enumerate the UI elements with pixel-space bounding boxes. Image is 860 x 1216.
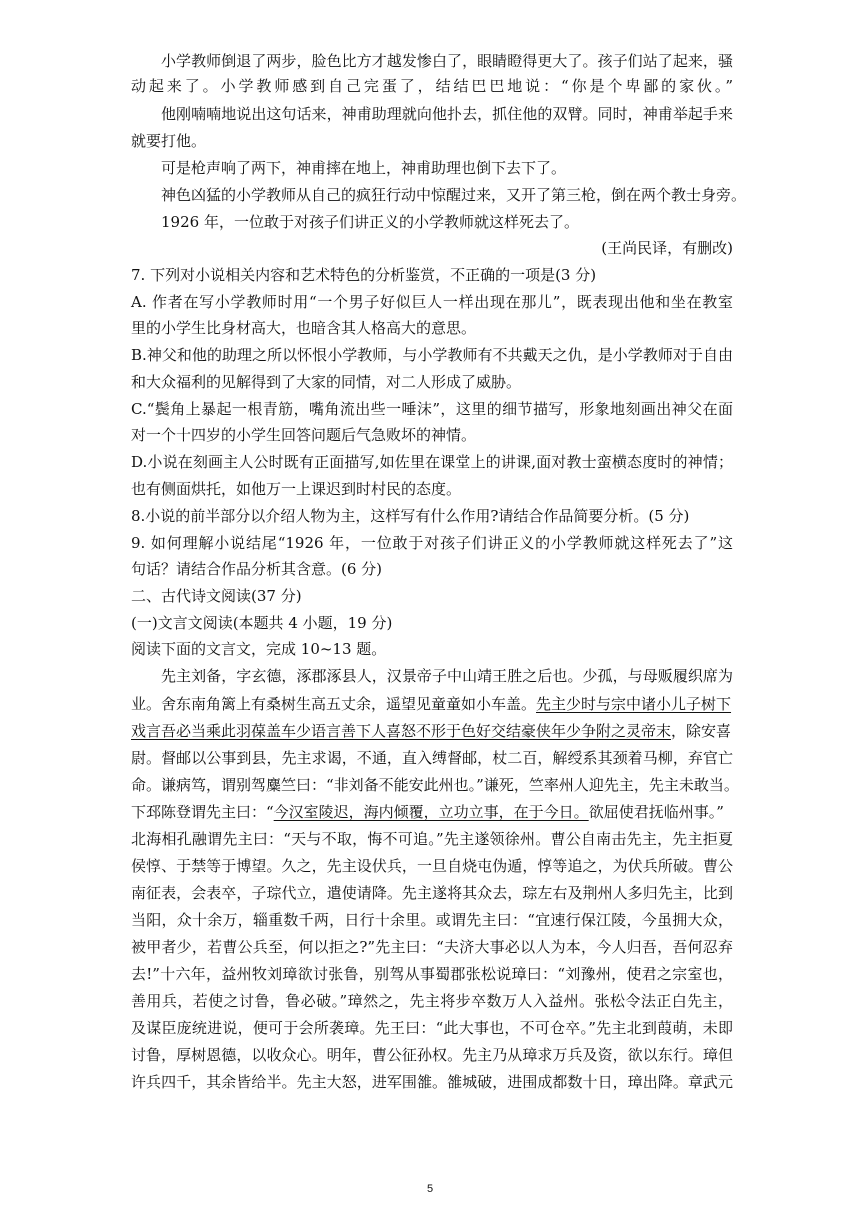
subsection-heading: (一)文言文阅读(本题共 4 小题，19 分)	[131, 614, 393, 632]
text-line: 被甲者少，若曹公兵至，何以拒之?”先主曰：“夫济大事必以人为本，今人归吾，吾何忍弃	[131, 938, 733, 956]
text-line: 讨鲁，厚树恩德，以收众心。明年，曹公征孙权。先主乃从璋求万兵及资，欲以东行。璋但	[131, 1046, 733, 1064]
text-line: 及谋臣庞统进说，便可于会所袭璋。先王曰：“此大事也，不可仓卒。”先主北到葭萌，未即	[131, 1019, 733, 1037]
text-line: 里的小学生比身材高大，也暗含其人格高大的意思。	[131, 319, 477, 337]
question-8: 8.小说的前半部分以介绍人物为主，这样写有什么作用?请结合作品简要分析。(5 分)	[131, 507, 690, 525]
text-line: 对一个十四岁的小学生回答问题后气急败坏的神情。	[131, 426, 477, 444]
text-line: 1926 年，一位敢于对孩子们讲正义的小学教师就这样死去了。	[161, 213, 579, 231]
underlined-passage: 戏言吾必当乘此羽葆盖车少语言善下人喜怒不形于色好交结豪侠年少争附之灵帝末	[131, 722, 672, 740]
text-line: 和大众福利的见解得到了大家的同情，对二人形成了威胁。	[131, 373, 522, 391]
instruction: 阅读下面的文言文，完成 10~13 题。	[131, 640, 387, 658]
text-line: 戏言吾必当乘此羽葆盖车少语言善下人喜怒不形于色好交结豪侠年少争附之灵帝末，除安喜	[131, 722, 732, 740]
text-line: 南征表，会表卒，子琮代立，遣使请降。先主遂将其众去，琮左右及荆州人多归先主，比到	[131, 884, 733, 902]
question-7: 7. 下列对小说相关内容和艺术特色的分析鉴赏，不正确的一项是(3 分)	[131, 266, 597, 284]
text-line: 他刚喃喃地说出这句话来，神甫助理就向他扑去，抓住他的双臂。同时，神甫举起手来	[161, 105, 733, 123]
text-line: 命。谦病笃，谓别驾麋竺曰：“非刘备不能安此州也。”谦死，竺率州人迎先主，先主未敢当。	[131, 776, 739, 794]
text-line: 北海相孔融谓先主曰：“天与不取，悔不可追。”先主遂领徐州。曹公自南击先主，先主拒夏	[131, 830, 733, 848]
text-line: 业。舍东南角篱上有桑树生高五丈余，遥望见童童如小车盖。先主少时与宗中诸小儿子树下	[131, 695, 732, 713]
text-line: 句话？请结合作品分析其含意。(6 分)	[131, 560, 383, 578]
translator-credit: (王尚民译，有删改)	[601, 239, 733, 257]
text-line: 尉。督邮以公事到县，先主求谒，不通，直入缚督邮，杖二百，解绶系其颈着马柳，弃官亡	[131, 749, 733, 767]
option-a: A. 作者在写小学教师时用“一个男子好似巨人一样出现在那儿”，既表现出他和坐在教室	[131, 293, 733, 311]
text-line: 下邳陈登谓先主曰：“今汉室陵迟，海内倾覆，立功立事，在于今日。欲屈使君抚临州事。”	[131, 803, 724, 821]
text-line: 当阳，众十余万，辎重数千两，日行十余里。或谓先主曰：“宜速行保江陵，今虽拥大众，	[131, 911, 733, 929]
text-line: 就要打他。	[131, 132, 207, 150]
text-line: 善用兵，若使之讨鲁，鲁必破。”璋然之，先主将步卒数万人入益州。张松令法正白先主，	[131, 992, 733, 1010]
underlined-passage: 今汉室陵迟，海内倾覆，立功立事，在于今日。	[273, 803, 589, 821]
text-line: 也有侧面烘托，如他万一上课迟到时村民的态度。	[131, 480, 462, 498]
text-line: 可是枪声响了两下，神甫摔在地上，神甫助理也倒下去下了。	[161, 159, 567, 177]
underlined-passage: 先主少时与宗中诸小儿子树下	[536, 695, 732, 713]
text-line: 去!”十六年，益州牧刘璋欲讨张鲁，别驾从事蜀郡张松说璋曰：“刘豫州，使君之宗室也，	[131, 965, 733, 983]
text-line: 侯惇、于禁等于博望。久之，先主设伏兵，一旦自烧屯伪遁，惇等追之，为伏兵所破。曹公	[131, 857, 733, 875]
text-line: 小学教师倒退了两步，脸色比方才越发惨白了，眼睛瞪得更大了。孩子们站了起来，骚	[161, 52, 733, 70]
option-b: B.神父和他的助理之所以怀恨小学教师，与小学教师有不共戴天之仇，是小学教师对于自由	[131, 346, 733, 364]
section-heading: 二、古代诗文阅读(37 分)	[131, 587, 302, 605]
option-c: C.“鬓角上暴起一根青筋，嘴角流出些一唾沫”，这里的细节描写，形象地刻画出神父在面	[131, 400, 733, 418]
question-9: 9. 如何理解小说结尾“1926 年，一位敢于对孩子们讲正义的小学教师就这样死去了”这	[131, 534, 733, 552]
text-line: 神色凶猛的小学教师从自己的疯狂行动中惊醒过来，又开了第三枪，倒在两个教士身旁。	[161, 186, 747, 204]
page-number: 5	[426, 1183, 434, 1195]
text-line: 动起来了。小学教师感到自己完蛋了，结结巴巴地说：“你是个卑鄙的家伙。”	[131, 77, 733, 95]
text-line: 先主刘备，字玄德，涿郡涿县人，汉景帝子中山靖王胜之后也。少孤，与母贩履织席为	[161, 667, 733, 685]
text-line: 许兵四千，其余皆给半。先主大怒，进军围雒。雒城破，进围成都数十日，璋出降。章武元	[131, 1073, 733, 1091]
option-d: D.小说在刻画主人公时既有正面描写,如佐里在课堂上的讲课,面对教士蛮横态度时的神情；	[131, 453, 733, 471]
